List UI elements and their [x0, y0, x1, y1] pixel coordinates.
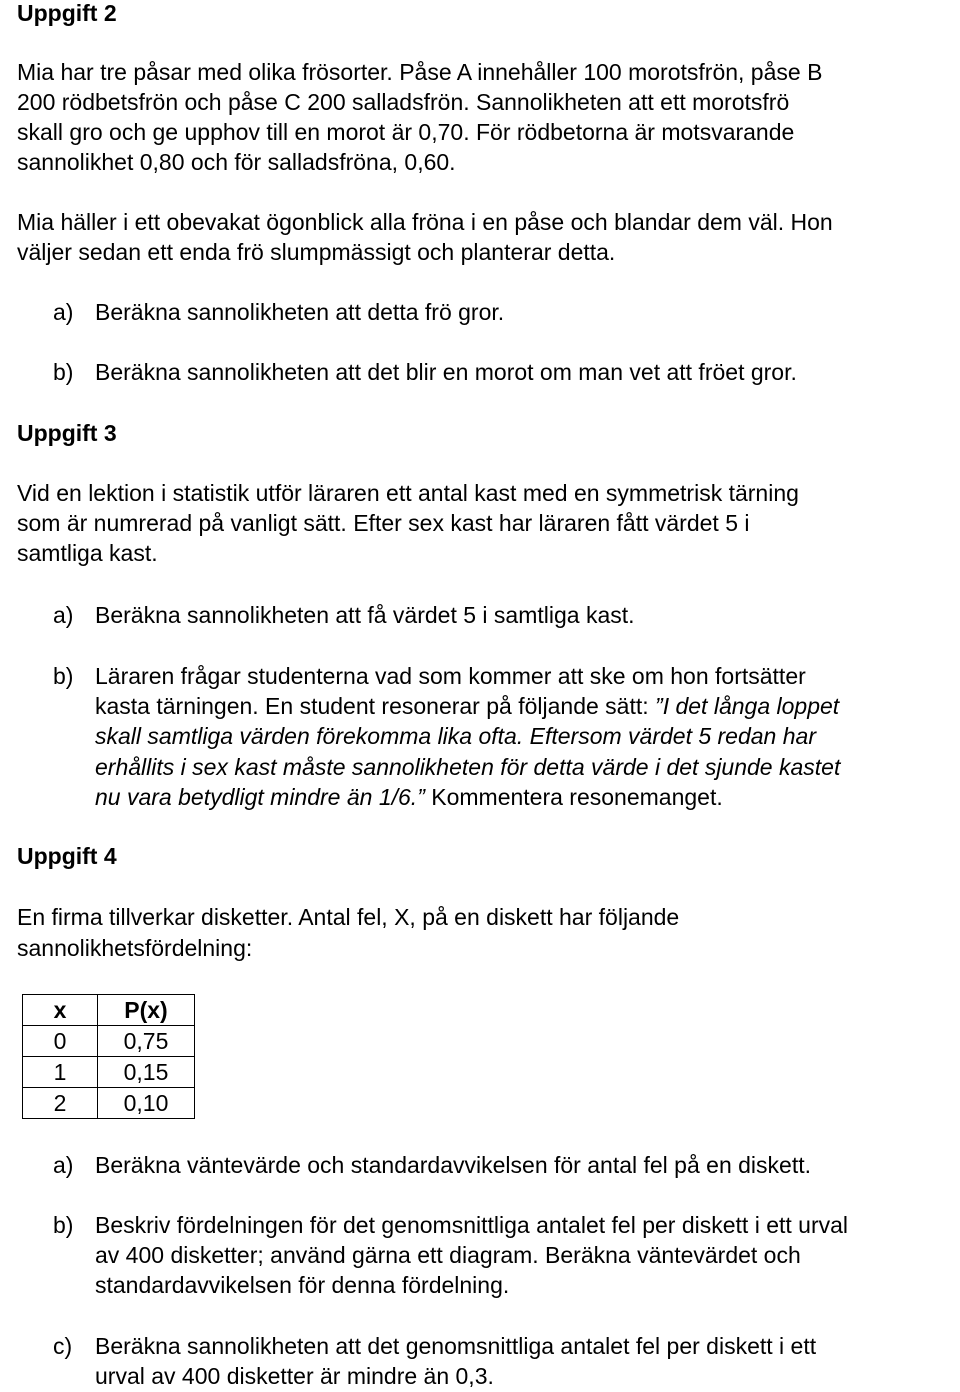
- item-continuation-line: [95, 782, 723, 812]
- table-row: [23, 1026, 195, 1057]
- item-text: Läraren frågar studenterna vad som kommer att ske om hon fortsätter: [95, 663, 806, 689]
- paragraph-line: En firma tillverkar disketter. Antal fel, X, på en diskett har följande: [17, 904, 680, 930]
- item-label: a): [53, 1152, 74, 1178]
- item-text: Kommentera resonemanget.: [424, 784, 723, 810]
- table-row: [23, 1057, 195, 1088]
- item-label: c): [53, 1333, 73, 1359]
- table-cell: 0: [23, 1026, 98, 1057]
- table-header-px: P(x): [98, 995, 195, 1026]
- item-label: b): [53, 663, 74, 689]
- heading-uppgift-3: Uppgift 3: [17, 420, 117, 446]
- paragraph-line: sannolikhet 0,80 och för salladsfröna, 0,60.: [17, 149, 456, 175]
- table-row: [23, 1088, 195, 1119]
- item-label: a): [53, 299, 74, 325]
- paragraph-line: sannolikhetsfördelning:: [17, 935, 253, 961]
- probability-table: [22, 994, 195, 1119]
- quoted-reasoning: skall samtliga värden förekomma lika ofta. Eftersom värdet 5 redan har: [95, 723, 816, 749]
- table-cell: 2: [23, 1088, 98, 1119]
- item-label: b): [53, 359, 74, 385]
- paragraph-line: Mia häller i ett obevakat ögonblick alla fröna i en påse och blandar dem väl. Hon: [17, 209, 833, 235]
- item-text: Beräkna väntevärde och standardavvikelsen för antal fel på en diskett.: [95, 1152, 811, 1178]
- item-text: kasta tärningen. En student resonerar på följande sätt:: [95, 693, 656, 719]
- heading-uppgift-2: Uppgift 2: [17, 0, 117, 26]
- item-continuation-line: av 400 disketter; använd gärna ett diagram. Beräkna väntevärdet och: [95, 1242, 801, 1268]
- quoted-reasoning: ”I det långa loppet: [655, 693, 840, 719]
- paragraph-line: samtliga kast.: [17, 540, 158, 566]
- paragraph-line: Vid en lektion i statistik utför läraren ett antal kast med en symmetrisk tärning: [17, 480, 799, 506]
- table-cell: 0,15: [98, 1057, 195, 1088]
- item-continuation-line: [95, 752, 840, 782]
- item-text: Beräkna sannolikheten att detta frö gror.: [95, 299, 505, 325]
- item-continuation-line: urval av 400 disketter är mindre än 0,3.: [95, 1363, 494, 1389]
- item-label: a): [53, 602, 74, 628]
- paragraph-line: 200 rödbetsfrön och påse C 200 salladsfrön. Sannolikheten att ett morotsfrö: [17, 89, 790, 115]
- quoted-reasoning: erhållits i sex kast måste sannolikheten för detta värde i det sjunde kastet: [95, 754, 841, 780]
- item-text: Beskriv fördelningen för det genomsnittliga antalet fel per diskett i ett urval: [95, 1212, 849, 1238]
- table-cell: 0,75: [98, 1026, 195, 1057]
- paragraph-line: Mia har tre påsar med olika frösorter. Påse A innehåller 100 morotsfrön, påse B: [17, 59, 823, 85]
- item-text: Beräkna sannolikheten att det genomsnittliga antalet fel per diskett i ett: [95, 1333, 817, 1359]
- item-continuation-line: [95, 691, 839, 721]
- item-text: Beräkna sannolikheten att det blir en morot om man vet att fröet gror.: [95, 359, 797, 385]
- paragraph-line: som är numrerad på vanligt sätt. Efter sex kast har läraren fått värdet 5 i: [17, 510, 750, 536]
- item-continuation-line: [95, 721, 816, 751]
- heading-uppgift-4: Uppgift 4: [17, 843, 117, 869]
- table-header-row: [23, 995, 195, 1026]
- table-cell: 0,10: [98, 1088, 195, 1119]
- table-cell: 1: [23, 1057, 98, 1088]
- paragraph-line: skall gro och ge upphov till en morot är 0,70. För rödbetorna är motsvarande: [17, 119, 795, 145]
- item-continuation-line: standardavvikelsen för denna fördelning.: [95, 1272, 510, 1298]
- item-text: Beräkna sannolikheten att få värdet 5 i samtliga kast.: [95, 602, 635, 628]
- quoted-reasoning: nu vara betydligt mindre än 1/6.”: [95, 784, 425, 810]
- paragraph-line: väljer sedan ett enda frö slumpmässigt och planterar detta.: [17, 239, 616, 265]
- table-header-x: x: [23, 995, 98, 1026]
- item-label: b): [53, 1212, 74, 1238]
